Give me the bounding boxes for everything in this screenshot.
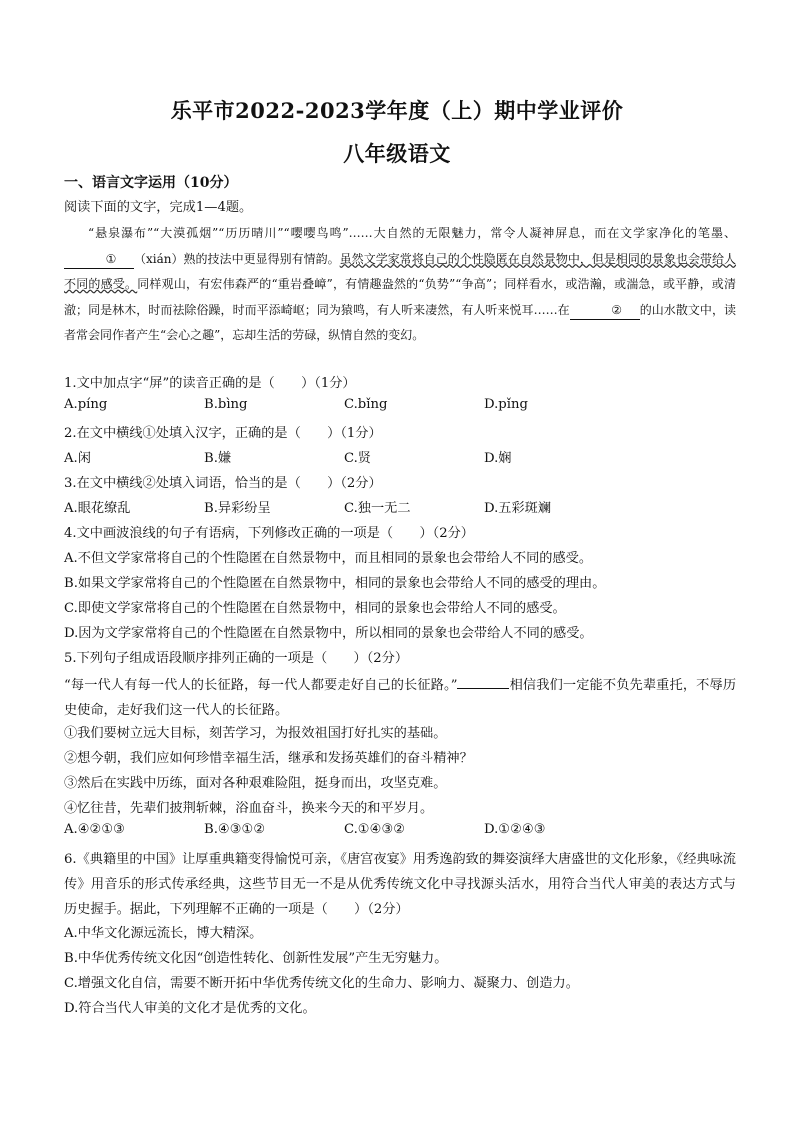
option-c[interactable]: C.增强文化自信，需要不断开拓中华优秀传统文化的生命力、影响力、凝聚力、创造力。 <box>64 976 579 991</box>
option-c[interactable]: C.独一无二 <box>344 501 411 516</box>
option-b[interactable]: B.如果文学家常将自己的个性隐匿在自然景物中，相同的景象也会带给人不同的感受的理由。 <box>64 576 606 591</box>
option-d[interactable]: D.pǐng <box>484 397 528 412</box>
option-d[interactable]: D.娴 <box>484 451 512 466</box>
sentence-item: ②想今朝，我们应如何珍惜幸福生活，继承和发扬英雄们的奋斗精神？ <box>64 751 473 766</box>
quote-text: 相信我们一定能不负先辈重托，不辱历史使命，走好我们这一代人的长征路。 <box>64 678 737 718</box>
option-d[interactable]: D.①②④③ <box>484 822 546 837</box>
option-b[interactable]: B.中华优秀传统文化因“创造性转化、创新性发展”产生无穷魅力。 <box>64 951 448 966</box>
question-3-options <box>64 497 736 516</box>
answer-blank <box>457 672 509 689</box>
passage-text: （xián）熟的技法中更显得别有情韵。 <box>134 251 340 266</box>
option-a[interactable]: A.不但文学家常将自己的个性隐匿在自然景物中，而且相同的景象也会带给人不同的感受。 <box>64 551 593 566</box>
option-a[interactable]: A.中华文化源远流长，博大精深。 <box>64 926 263 941</box>
option-d[interactable]: D.五彩斑斓 <box>484 501 552 516</box>
reading-passage <box>64 221 736 349</box>
sentence-item: ④忆往昔，先辈们披荆斩棘，浴血奋斗，换来今天的和平岁月。 <box>64 801 434 816</box>
option-c[interactable]: C.①④③② <box>344 822 406 837</box>
option-c[interactable]: C.即使文学家常将自己的个性隐匿在自然景物中，相同的景象也会带给人不同的感受。 <box>64 601 566 616</box>
option-c[interactable]: C.贤 <box>344 451 371 466</box>
passage-text: 同样观山，有宏伟森严的“重岩叠嶂”，有情趣盎然的“负势”“争高”；同样看水，或浩瀚，或湍急，或平静，或清澈；同是林木，时而祛除俗躁，时而平添崎岖；同为猿鸣，有人听来凄然，有人听来悦耳……在 <box>64 277 736 317</box>
quote-text: “每一代人有每一代人的长征路，每一代人都要走好自己的长征路。” <box>64 678 458 693</box>
option-b[interactable]: B.异彩纷呈 <box>204 501 271 516</box>
question-5-passage <box>64 672 736 723</box>
option-a[interactable]: A.闲 <box>64 451 91 466</box>
wavy-underlined-sentence: 虽然文学家常将自己的个性隐匿在自然景物中，但是相同的景象也会带给人不同的感受。 <box>64 251 736 291</box>
blank-1: ① <box>64 250 134 269</box>
exam-subtitle: 八年级语文 <box>343 141 451 166</box>
option-a[interactable]: A.píng <box>64 397 108 412</box>
option-d[interactable]: D.符合当代人审美的文化才是优秀的文化。 <box>64 1001 316 1016</box>
question-1-stem: 1.文中加点字“屏”的读音正确的是（ ）（1分） <box>64 376 356 391</box>
option-d[interactable]: D.因为文学家常将自己的个性隐匿在自然景物中，所以相同的景象也会带给人不同的感受。 <box>64 626 593 641</box>
question-4-stem: 4.文中画波浪线的句子有语病，下列修改正确的一项是（ ）（2分） <box>64 526 474 541</box>
sentence-item: ③然后在实践中历练，面对各种艰难险阻，挺身而出，攻坚克难。 <box>64 776 447 791</box>
passage-paragraph <box>64 221 736 349</box>
option-b[interactable]: B.嫌 <box>204 451 232 466</box>
option-c[interactable]: C.bǐng <box>344 397 388 412</box>
question-5-stem: 5.下列句子组成语段顺序排列正确的一项是（ ）（2分） <box>64 651 409 666</box>
option-b[interactable]: B.bìng <box>204 397 248 412</box>
question-1-options <box>64 397 736 412</box>
question-6-stem: 6.《典籍里的中国》让厚重典籍变得愉悦可亲，《唐宫夜宴》用秀逸韵致的舞姿演绎大唐盛世的文化形象，《经典咏流传》用音乐的形式传承经典，这些节目无一不是从优秀传统文化中寻找源头活水，用符合当代人审美的表达方式与历史握手。据此，下列理解不正确的一项是（ ）（2分） <box>64 852 736 917</box>
question-2-options <box>64 447 736 466</box>
passage-text: “悬泉瀑布”“大漠孤烟”“历历晴川”“嘤嘤鸟鸣”……大自然的无限魅力，常令人凝神屏息，而在文学家净化的笔墨、 <box>88 226 736 240</box>
option-a[interactable]: A.④②①③ <box>64 822 126 837</box>
question-3-stem: 3.在文中横线②处填入词语，恰当的是（ ）（2分） <box>64 476 382 491</box>
section-heading: 一、语言文字运用（10分） <box>64 175 238 191</box>
option-a[interactable]: A.眼花缭乱 <box>64 501 131 516</box>
sentence-item: ①我们要树立远大目标，刻苦学习，为报效祖国打好扎实的基础。 <box>64 726 447 741</box>
blank-2: ② <box>570 301 640 320</box>
option-b[interactable]: B.④③①② <box>204 822 266 837</box>
question-5-options <box>64 822 736 837</box>
instruction: 阅读下面的文字，完成1—4题。 <box>64 200 253 215</box>
question-2-stem: 2.在文中横线①处填入汉字，正确的是（ ）（1分） <box>64 426 382 441</box>
exam-title: 乐平市2022-2023学年度（上）期中学业评价 <box>170 98 624 123</box>
passage-text: 的山水散文中，读者常会同作者产生“会心之趣”，忘却生活的劳碌，纵情自然的变幻。 <box>64 302 736 342</box>
